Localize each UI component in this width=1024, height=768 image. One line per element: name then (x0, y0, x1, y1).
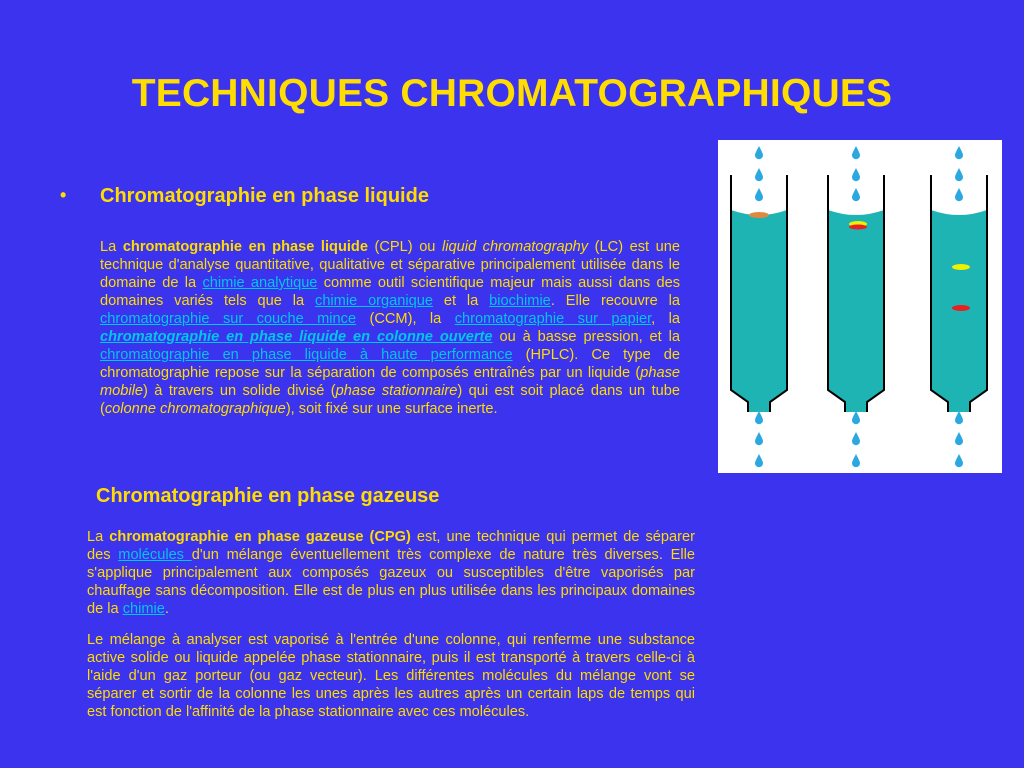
drop-icon (955, 454, 963, 467)
drop-icon (755, 168, 763, 181)
bold-term: chromatographie en phase liquide (122, 239, 368, 255)
drop-icon (955, 168, 963, 181)
band-red (952, 305, 970, 311)
italic-term: colonne chromatographique (104, 401, 286, 417)
link-molecules[interactable]: molécules (118, 547, 192, 563)
column-1 (731, 175, 787, 412)
gas-chromatography-paragraph: La chromatographie en phase gazeuse (CPG) est, une technique qui permet de séparer des molécules d'un mélange éventuellement très complexe de nature très diverses. Elle s'applique principalement aux composés gazeux ou susceptibles d'être vaporisés par chauffage sans décomposition. Elle est de plus en plus utilisée dans les principaux domaines de la chimie. (87, 529, 695, 617)
drop-icon (852, 146, 860, 159)
band-orange (749, 212, 769, 218)
drop-icon (955, 411, 963, 424)
drop-icon (755, 411, 763, 424)
gas-process-paragraph: Le mélange à analyser est vaporisé à l'entrée d'une colonne, qui renferme une substance active solide ou liquide appelée phase stationnaire, puis il est transporté à travers celle-ci à l'aide d'un gaz porteur (ou gaz vecteur). Les différentes molécules du mélange vont se séparer et sortir de la colonne les unes après les autres après un certain laps de temps qui est fonction de l'affinité de la phase stationnaire avec ces molécules. (87, 632, 695, 720)
italic-term: phase mobile (100, 365, 680, 399)
section-gas-heading: Chromatographie en phase gazeuse (96, 485, 440, 507)
link-chromatographie-couche-mince[interactable]: chromatographie sur couche mince (100, 311, 357, 327)
drop-icon (755, 432, 763, 445)
link-chimie[interactable]: chimie (122, 601, 165, 617)
drop-icon (852, 168, 860, 181)
link-hplc[interactable]: chromatographie en phase liquide à haute performance (100, 347, 513, 363)
drop-icon (852, 188, 860, 201)
drops-below (755, 411, 963, 467)
bold-term: chromatographie en phase gazeuse (CPG) (109, 529, 411, 545)
liquid-heading-text: Chromatographie en phase liquide (100, 185, 429, 207)
drop-icon (755, 188, 763, 201)
drop-icon (755, 454, 763, 467)
chromatography-columns-illustration (718, 140, 1002, 473)
band-red (849, 225, 867, 230)
columns-svg (718, 140, 1002, 473)
bullet-marker: • (60, 185, 67, 205)
link-chimie-analytique[interactable]: chimie analytique (202, 275, 318, 291)
column-3 (931, 175, 987, 412)
page-title: TECHNIQUES CHROMATOGRAPHIQUES (131, 72, 893, 115)
italic-term: liquid chromatography (442, 239, 589, 255)
drop-icon (852, 454, 860, 467)
link-chimie-organique[interactable]: chimie organique (315, 293, 433, 309)
drop-icon (755, 146, 763, 159)
italic-term: phase stationnaire (335, 383, 458, 399)
link-chromatographie-colonne-ouverte[interactable]: chromatographie en phase liquide en colonne ouverte (100, 329, 493, 345)
drop-icon (852, 432, 860, 445)
link-biochimie[interactable]: biochimie (489, 293, 551, 309)
liquid-chromatography-paragraph: La chromatographie en phase liquide (CPL) ou liquid chromatography (LC) est une technique d'analyse quantitative, qualitative et séparative principalement utilisée dans le domaine de la chimie analytique comme outil scientifique majeur mais aussi dans des domaines variés tels que la chimie organique et la biochimie. Elle recouvre la chromatographie sur couche mince (CCM), la chromatographie sur papier, la chromatographie en phase liquide en colonne ouverte ou à basse pression, et la chromatographie en phase liquide à haute performance (HPLC). Ce type de chromatographie repose sur la séparation de composés entraînés par un liquide (phase mobile) à travers un solide divisé (phase stationnaire) qui est soit placé dans un tube (colonne chromatographique), soit fixé sur une surface inerte. (100, 239, 680, 417)
drop-icon (955, 432, 963, 445)
band-yellow (952, 264, 970, 270)
drop-icon (852, 411, 860, 424)
column-2 (828, 175, 884, 412)
drop-icon (955, 188, 963, 201)
drop-icon (955, 146, 963, 159)
link-chromatographie-papier[interactable]: chromatographie sur papier (454, 311, 652, 327)
